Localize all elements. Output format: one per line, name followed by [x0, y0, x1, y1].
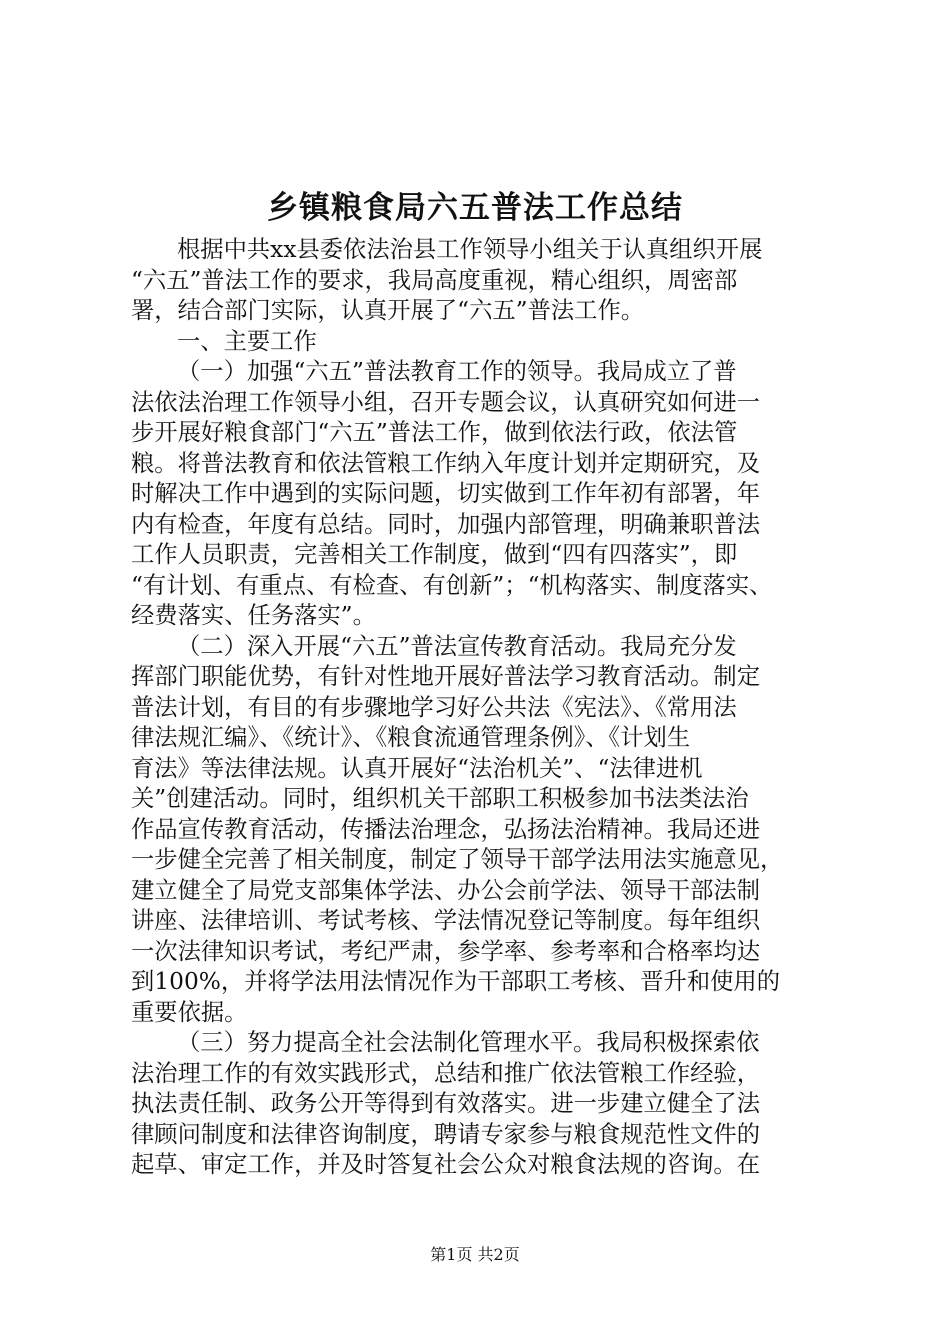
- document-body: [131, 235, 831, 1181]
- paragraph-line: 署，结合部门实际，认真开展了“六五”普法工作。: [131, 297, 645, 324]
- paragraph-line: 挥部门职能优势，有针对性地开展好普法学习教育活动。制定: [131, 663, 761, 690]
- paragraph-line: “有计划、有重点、有检查、有创新”；“机构落实、制度落实、: [131, 571, 773, 599]
- paragraph-line: 育法》等法律法规。认真开展好“法治机关”、“法律进机: [131, 754, 703, 782]
- paragraph-line: 一次法律知识考试，考纪严肃，参学率、参考率和合格率均达: [131, 937, 761, 965]
- section-heading: 一、主要工作: [177, 327, 317, 355]
- paragraph-line: 根据中共xx县委依法治县工作领导小组关于认真组织开展: [177, 236, 763, 263]
- paragraph-line: 粮。将普法教育和依法管粮工作纳入年度计划并定期研究，及: [131, 449, 761, 477]
- paragraph-line: 时解决工作中遇到的实际问题，切实做到工作年初有部署，年: [131, 480, 761, 507]
- paragraph-line: 讲座、法律培训、考试考核、学法情况登记等制度。每年组织: [131, 907, 761, 934]
- paragraph-line: 起草、审定工作，并及时答复社会公众对粮食法规的咨询。在: [131, 1151, 761, 1178]
- document-title: 乡镇粮食局六五普法工作总结: [267, 190, 683, 226]
- paragraph-line: 到100%，并将学法用法情况作为干部职工考核、晋升和使用的: [131, 968, 781, 995]
- paragraph-line: （三）努力提高全社会法制化管理水平。我局积极探索依: [177, 1029, 760, 1056]
- paragraph-line: 内有检查，年度有总结。同时，加强内部管理，明确兼职普法: [131, 510, 761, 538]
- paragraph-line: 工作人员职责，完善相关工作制度，做到“四有四落实”，即: [131, 541, 738, 568]
- paragraph-line: 重要依据。: [131, 998, 248, 1026]
- paragraph-line: 作品宣传教育活动，传播法治理念，弘扬法治精神。我局还进: [131, 815, 761, 843]
- paragraph-line: 律法规汇编》、《统计》、《粮食流通管理条例》、《计划生: [131, 724, 691, 751]
- paragraph-line: 执法责任制、政务公开等得到有效落实。进一步建立健全了法: [131, 1090, 761, 1117]
- paragraph-line: 律顾问制度和法律咨询制度，聘请专家参与粮食规范性文件的: [131, 1120, 761, 1148]
- paragraph-line: “六五”普法工作的要求，我局高度重视，精心组织，周密部: [131, 266, 738, 294]
- paragraph-line: 关”创建活动。同时，组织机关干部职工积极参加书法类法治: [131, 785, 749, 812]
- paragraph-line: 步开展好粮食部门“六五”普法工作，做到依法行政，依法管: [131, 419, 738, 446]
- paragraph-line: 普法计划，有目的有步骤地学习好公共法《宪法》、《常用法: [131, 693, 737, 721]
- page-number-footer: 第1页 共2页: [430, 1245, 520, 1264]
- paragraph-line: 经费落实、任务落实”。: [131, 602, 376, 629]
- paragraph-line: 法治理工作的有效实践形式，总结和推广依法管粮工作经验，: [131, 1059, 761, 1087]
- paragraph-line: 一步健全完善了相关制度，制定了领导干部学法用法实施意见，: [131, 846, 784, 873]
- paragraph-line: 法依法治理工作领导小组，召开专题会议，认真研究如何进一: [131, 388, 761, 416]
- paragraph-line: （二）深入开展“六五”普法宣传教育活动。我局充分发: [177, 632, 737, 660]
- paragraph-line: 建立健全了局党支部集体学法、办公会前学法、领导干部法制: [131, 876, 761, 904]
- paragraph-line: （一）加强“六五”普法教育工作的领导。我局成立了普: [177, 358, 737, 385]
